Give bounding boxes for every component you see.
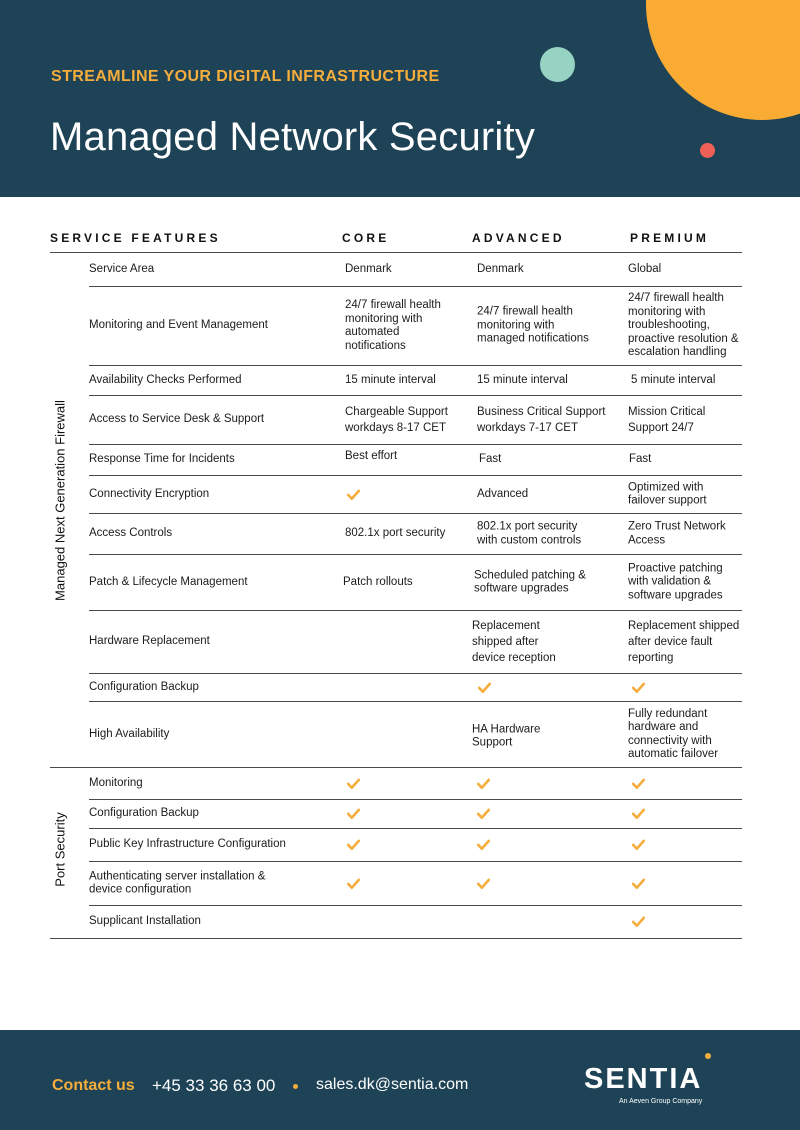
feature-name: Authenticating server installation & device configuration — [89, 869, 266, 896]
header-banner — [0, 0, 800, 197]
feature-name: Response Time for Incidents — [89, 453, 235, 466]
checkmark-icon — [477, 778, 490, 789]
group-label-firewall: Managed Next Generation Firewall — [52, 400, 68, 601]
feature-name: Access Controls — [89, 527, 173, 540]
logo-accent-dot — [705, 1053, 711, 1059]
checkmark-icon — [477, 809, 490, 820]
feature-name: Access to Service Desk & Support — [89, 413, 265, 426]
table-row — [0, 366, 800, 395]
premium-value: Proactive patching with validation & software upgrades — [628, 562, 723, 602]
core-value: 15 minute interval — [345, 373, 436, 386]
table-row — [0, 906, 800, 938]
column-header-features: SERVICE FEATURES — [50, 231, 221, 245]
email-link[interactable]: sales.dk@sentia.com — [316, 1076, 469, 1093]
table-row — [0, 829, 800, 861]
core-value: Patch rollouts — [343, 575, 413, 588]
advanced-value: 24/7 firewall health monitoring with managed notifications — [477, 305, 589, 345]
advanced-value: Fast — [479, 453, 502, 466]
core-value: 24/7 firewall health monitoring with automated notifications — [345, 298, 441, 352]
advanced-value: Replacement shipped after device reception — [472, 620, 556, 664]
header-eyebrow: STREAMLINE YOUR DIGITAL INFRASTRUCTURE — [51, 68, 440, 85]
checkmark-icon — [478, 682, 491, 693]
feature-name: Patch & Lifecycle Management — [89, 575, 248, 588]
table-row — [0, 555, 800, 610]
advanced-value: HA Hardware Support — [472, 722, 541, 749]
table-row — [0, 253, 800, 286]
table-row — [0, 674, 800, 701]
logo-subtext: An Aeven Group Company — [619, 1098, 703, 1105]
column-header-core: CORE — [342, 231, 390, 245]
decorative-circle-orange — [646, 0, 800, 120]
decorative-circle-teal — [540, 47, 575, 82]
feature-name: Availability Checks Performed — [89, 373, 242, 386]
premium-value: Global — [628, 262, 662, 275]
feature-name: Monitoring and Event Management — [89, 319, 268, 332]
footer-bar — [0, 1030, 800, 1130]
advanced-value: 802.1x port security with custom controls — [477, 520, 582, 546]
feature-name: Monitoring — [89, 776, 143, 789]
checkmark-icon — [632, 840, 645, 851]
table-row — [0, 287, 800, 365]
group-label-port-security: Port Security — [52, 812, 68, 887]
separator-dot — [293, 1084, 298, 1089]
premium-value: Fully redundant hardware and connectivity with automatic failover — [628, 707, 719, 761]
checkmark-icon — [632, 878, 645, 889]
premium-value: Zero Trust Network Access — [628, 520, 726, 546]
feature-name: Connectivity Encryption — [89, 487, 210, 500]
phone-link[interactable]: +45 33 36 63 00 — [152, 1076, 276, 1095]
premium-value: Mission Critical Support 24/7 — [628, 406, 706, 434]
checkmark-icon — [347, 840, 360, 851]
table-row — [0, 445, 800, 475]
feature-name: Service Area — [89, 262, 155, 275]
premium-value: Replacement shipped after device fault reporting — [628, 620, 740, 664]
checkmark-icon — [632, 809, 645, 820]
premium-value: 5 minute interval — [631, 373, 716, 386]
checkmark-icon — [347, 778, 360, 789]
checkmark-icon — [632, 682, 645, 693]
checkmark-icon — [632, 917, 645, 928]
checkmark-icon — [347, 878, 360, 889]
advanced-value: Advanced — [477, 487, 529, 500]
feature-name: Configuration Backup — [89, 680, 199, 693]
sentia-logo: SENTIA — [584, 1063, 703, 1095]
table-row — [0, 396, 800, 444]
premium-value: 24/7 firewall health monitoring with troubleshooting, proactive resolution & escalation handling — [628, 292, 739, 359]
feature-name: Supplicant Installation — [89, 915, 201, 928]
feature-name: Hardware Replacement — [89, 635, 210, 648]
advanced-value: Denmark — [477, 262, 524, 275]
table-row — [0, 476, 800, 513]
advanced-value: 15 minute interval — [477, 373, 568, 386]
table-row — [0, 862, 800, 905]
column-header-advanced: ADVANCED — [472, 231, 565, 245]
table-row — [0, 768, 800, 799]
decorative-circle-red — [700, 143, 715, 158]
table-row — [0, 800, 800, 828]
advanced-value: Business Critical Support workdays 7-17 CET — [477, 406, 606, 434]
checkmark-icon — [477, 840, 490, 851]
checkmark-icon — [632, 778, 645, 789]
core-value: Denmark — [345, 262, 392, 275]
feature-name: Public Key Infrastructure Configuration — [89, 838, 286, 851]
checkmark-icon — [347, 809, 360, 820]
core-value: Chargeable Support workdays 8-17 CET — [345, 406, 448, 434]
core-value: Best effort — [345, 450, 398, 463]
feature-name: Configuration Backup — [89, 807, 199, 820]
table-row — [0, 611, 800, 673]
table-row — [0, 702, 800, 767]
checkmark-icon — [477, 878, 490, 889]
advanced-value: Scheduled patching & software upgrades — [474, 568, 586, 595]
feature-name: High Availability — [89, 727, 170, 740]
page-title: Managed Network Security — [50, 115, 536, 159]
core-value: 802.1x port security — [345, 527, 446, 540]
checkmark-icon — [347, 489, 360, 500]
table-row — [0, 514, 800, 554]
table-bottom-rule — [50, 938, 742, 939]
premium-value: Optimized with failover support — [628, 480, 707, 507]
premium-value: Fast — [629, 453, 652, 466]
contact-label: Contact us — [52, 1077, 135, 1094]
column-header-premium: PREMIUM — [630, 231, 710, 245]
